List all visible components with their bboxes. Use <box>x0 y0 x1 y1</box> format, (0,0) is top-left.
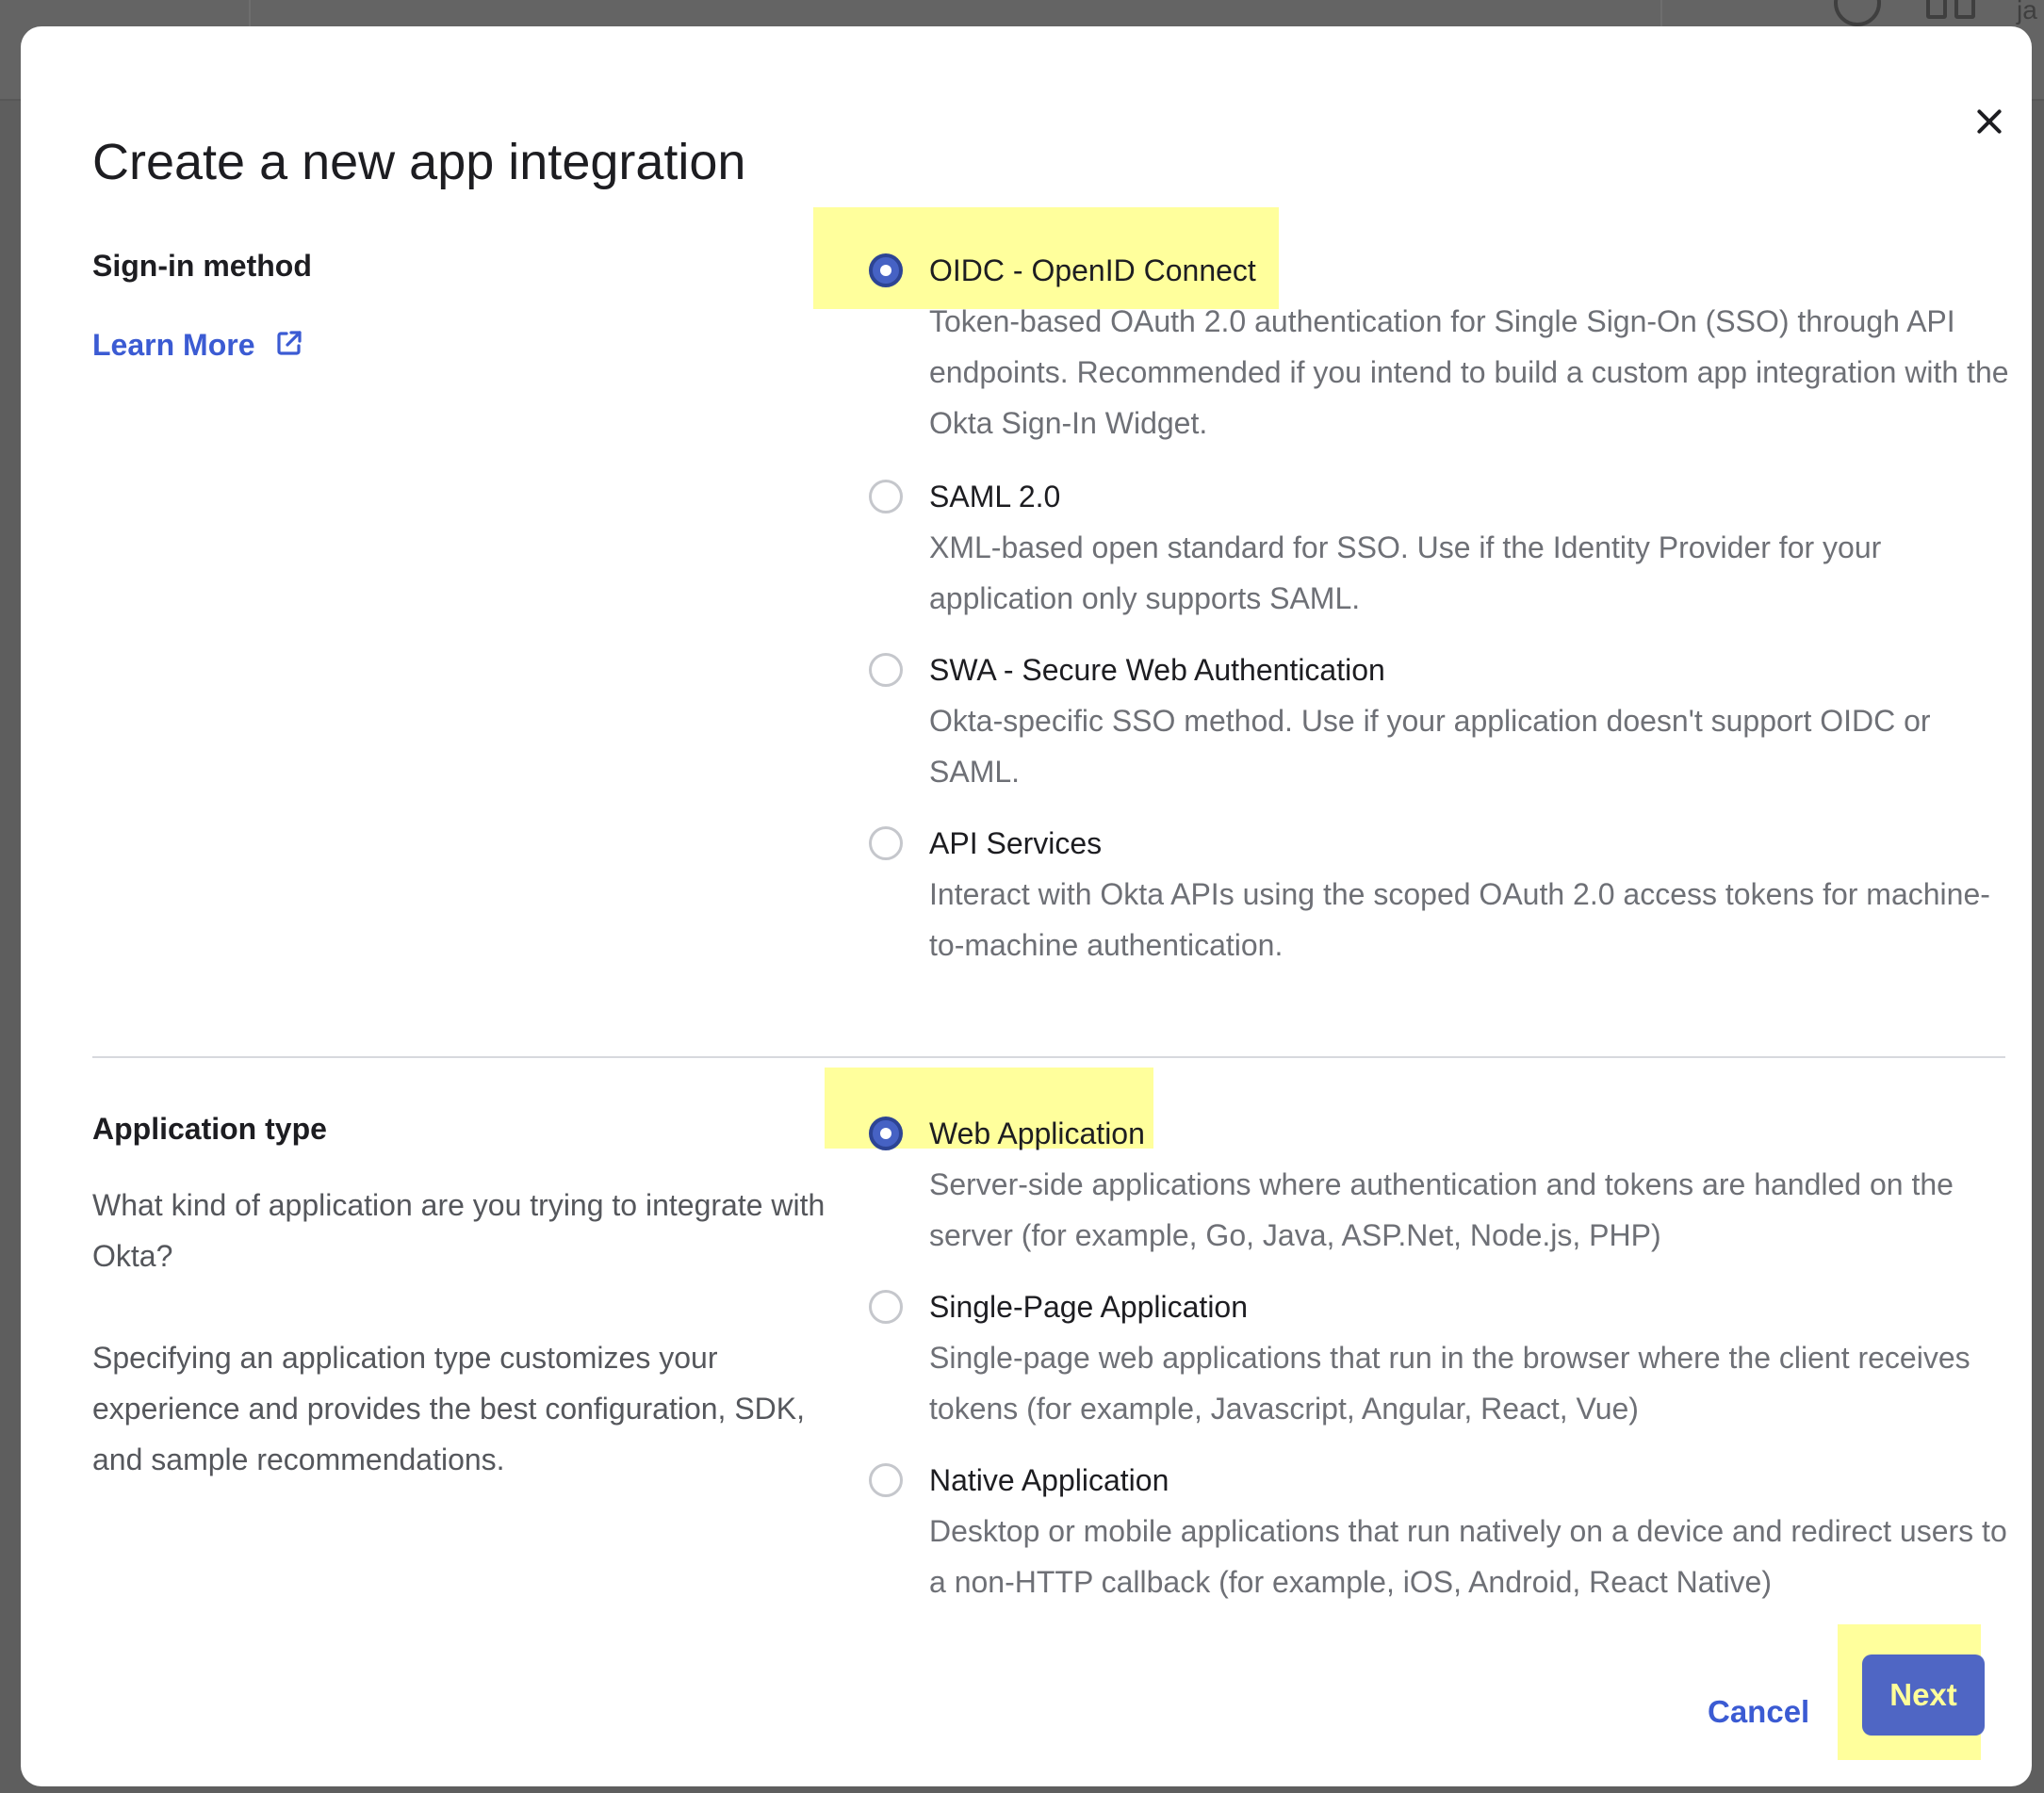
option-title: SAML 2.0 <box>929 480 1061 513</box>
application-type-label: Application type <box>92 1112 327 1146</box>
radio-option-web-application[interactable] <box>929 1108 2013 1261</box>
option-description: XML-based open standard for SSO. Use if the Identity Provider for your application only supports SAML. <box>929 530 1882 615</box>
radio-button-single-page-application[interactable] <box>869 1290 903 1324</box>
learn-more-link[interactable] <box>92 326 304 364</box>
background-divider <box>249 0 251 26</box>
radio-option-single-page-application[interactable] <box>929 1281 2013 1434</box>
radio-option-swa[interactable] <box>929 644 2013 797</box>
create-app-integration-modal <box>21 26 2032 1786</box>
section-divider <box>92 1056 2005 1058</box>
close-icon[interactable] <box>1966 98 2013 145</box>
radio-option-saml[interactable] <box>929 471 2013 624</box>
option-title: OIDC - OpenID Connect <box>929 253 1256 287</box>
radio-button-oidc[interactable] <box>869 253 903 287</box>
radio-option-api-services[interactable] <box>929 818 2013 970</box>
app-grid-icon <box>1926 0 1979 23</box>
cancel-button[interactable]: Cancel <box>1708 1694 1810 1729</box>
radio-button-saml[interactable] <box>869 480 903 513</box>
next-button[interactable]: Next <box>1862 1654 1985 1736</box>
radio-button-api-services[interactable] <box>869 826 903 860</box>
radio-button-web-application[interactable] <box>869 1117 903 1150</box>
option-title: SWA - Secure Web Authentication <box>929 653 1385 687</box>
option-title: Single-Page Application <box>929 1290 1249 1324</box>
application-type-explanation: Specifying an application type customizes your experience and provides the best configuration, SDK, and sample recommendations. <box>92 1341 806 1476</box>
learn-more-label: Learn More <box>92 328 255 362</box>
radio-option-native-application[interactable] <box>929 1455 2013 1607</box>
option-description: Token-based OAuth 2.0 authentication for Single Sign-On (SSO) through API endpoints. Recommended if you intend to build a custom app integration with the Okta Sign-In Widget. <box>929 304 2009 440</box>
option-description: Server-side applications where authentication and tokens are handled on the server (for example, Go, Java, ASP.Net, Node.js, PHP) <box>929 1167 1954 1252</box>
modal-title: Create a new app integration <box>92 134 746 190</box>
external-link-icon <box>274 328 304 358</box>
radio-button-swa[interactable] <box>869 653 903 687</box>
background-divider <box>1660 0 1662 26</box>
radio-option-oidc[interactable] <box>929 245 2013 448</box>
option-title: Web Application <box>929 1117 1145 1150</box>
option-description: Desktop or mobile applications that run natively on a device and redirect users to a non-HTTP callback (for example, iOS, Android, React Native) <box>929 1514 2007 1599</box>
option-title: API Services <box>929 826 1103 860</box>
background-user-name: ja <box>2017 0 2037 24</box>
option-description: Interact with Okta APIs using the scoped OAuth 2.0 access tokens for machine-to-machine authentication. <box>929 877 1990 962</box>
option-title: Native Application <box>929 1463 1169 1497</box>
application-type-question: What kind of application are you trying to integrate with Okta? <box>92 1188 826 1273</box>
sign-in-method-label: Sign-in method <box>92 249 312 283</box>
option-description: Single-page web applications that run in the browser where the client receives tokens (for example, Javascript, Angular, React, Vue) <box>929 1341 1970 1426</box>
radio-button-native-application[interactable] <box>869 1463 903 1497</box>
option-description: Okta-specific SSO method. Use if your application doesn't support OIDC or SAML. <box>929 704 1931 789</box>
